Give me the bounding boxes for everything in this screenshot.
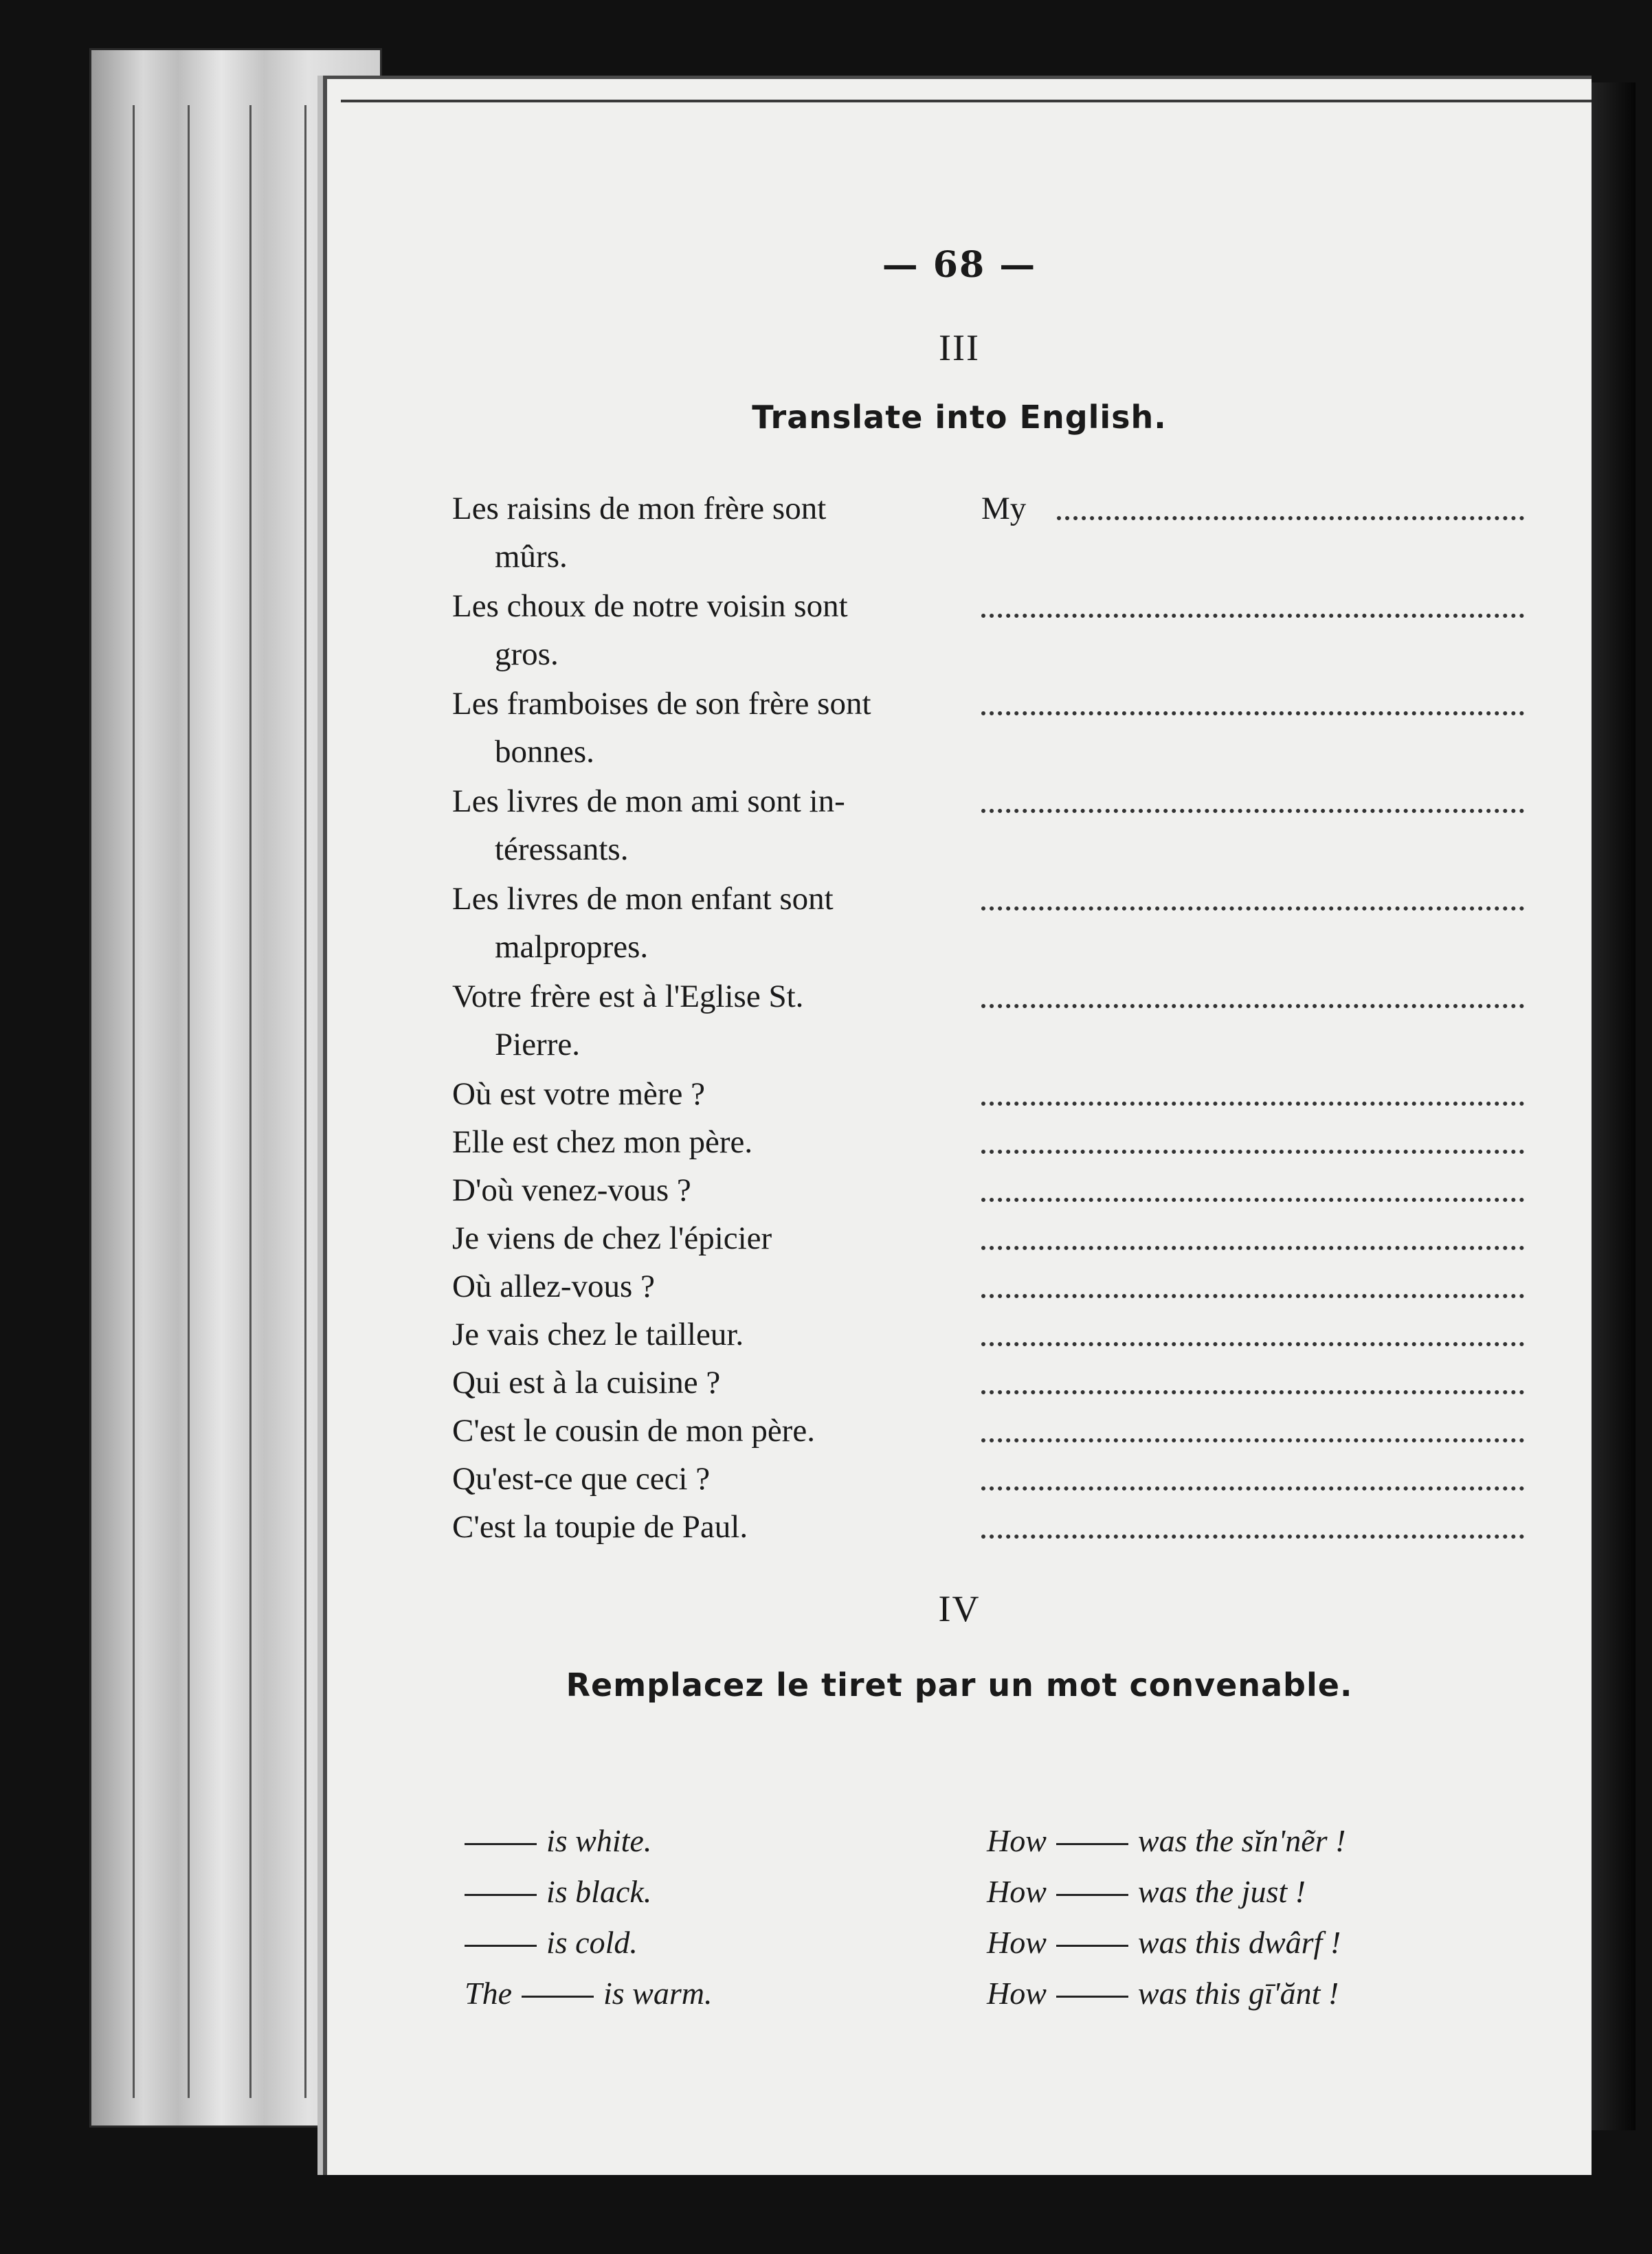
french-sentence-line: Je vais chez le tailleur. (452, 1317, 744, 1352)
exercise-row (452, 484, 1524, 581)
dash-blank (522, 1996, 594, 1998)
dotted-leader (981, 711, 1524, 715)
page-edge-line (249, 105, 252, 2098)
french-sentence-continuation: bonnes. (495, 734, 594, 770)
fill-in-sentence (987, 1818, 1495, 1864)
french-sentence-line: Qui est à la cuisine ? (452, 1365, 721, 1401)
sentence-prefix: How (987, 1823, 1047, 1858)
dash-blank (465, 1945, 537, 1947)
dotted-leader (981, 809, 1524, 813)
answer-blank (981, 1407, 1524, 1455)
answer-blank (981, 1118, 1524, 1166)
dotted-leader (981, 1535, 1524, 1539)
dash-blank (465, 1894, 537, 1896)
french-sentence-line: Les framboises de son frère sont (452, 686, 871, 722)
french-sentence (452, 1359, 981, 1407)
section-iv-instruction: Remplacez le tiret par un mot convenable. (566, 1666, 1353, 1704)
answer-blank (981, 1214, 1524, 1262)
dash-blank (1056, 1843, 1128, 1845)
answer-blank (981, 1310, 1524, 1359)
sentence-suffix: was the just ! (1137, 1874, 1306, 1909)
french-sentence (452, 1166, 981, 1214)
exercise-row (452, 582, 1524, 678)
section-iii-heading: III (939, 327, 980, 368)
french-sentence-line: Elle est chez mon père. (452, 1124, 753, 1160)
exercise-row (452, 1310, 1524, 1359)
sentence-prefix: How (987, 1976, 1047, 2011)
sentence-suffix: is cold. (546, 1925, 638, 1960)
french-sentence-line: D'où venez-vous ? (452, 1172, 691, 1208)
french-sentence-line: Les livres de mon enfant sont (452, 881, 834, 917)
dotted-leader (1057, 516, 1524, 520)
french-sentence (452, 972, 981, 1069)
dotted-leader (981, 1004, 1524, 1008)
french-sentence-line: Les choux de notre voisin sont (452, 588, 848, 624)
answer-blank (981, 1503, 1524, 1551)
translation-exercise-list (452, 484, 1524, 1551)
french-sentence-continuation: malpropres. (495, 929, 649, 965)
french-sentence-line: C'est la toupie de Paul. (452, 1509, 748, 1545)
french-sentence (452, 1118, 981, 1166)
exercise-row (452, 875, 1524, 971)
section-iii-instruction: Translate into English. (752, 399, 1167, 436)
french-sentence-continuation: mûrs. (495, 539, 568, 574)
fill-in-exercise (465, 1818, 1495, 2017)
sentence-prefix: How (987, 1925, 1047, 1960)
dotted-leader (981, 1294, 1524, 1298)
page-edge-line (133, 105, 135, 2098)
dotted-leader (981, 1438, 1524, 1442)
dash-blank (465, 1843, 537, 1845)
dotted-leader (981, 614, 1524, 618)
exercise-row (452, 1166, 1524, 1214)
french-sentence-line: Je viens de chez l'épicier (452, 1220, 772, 1256)
dash-blank (1056, 1996, 1128, 1998)
french-sentence (452, 1503, 981, 1551)
french-sentence (452, 1407, 981, 1455)
sentence-suffix: was this dwârf ! (1137, 1925, 1341, 1960)
exercise-row (452, 1214, 1524, 1262)
exercise-row (452, 680, 1524, 776)
dash-blank (1056, 1894, 1128, 1896)
answer-blank (981, 1262, 1524, 1310)
dotted-leader (981, 1246, 1524, 1250)
answer-blank (981, 1455, 1524, 1503)
page-edge-line (304, 105, 306, 2098)
french-sentence (452, 1070, 981, 1118)
answer-text: My (981, 491, 1027, 526)
french-sentence (452, 1214, 981, 1262)
fill-in-sentence (987, 1970, 1495, 2017)
french-sentence-line: Votre frère est à l'Eglise St. (452, 979, 804, 1014)
fill-in-sentence (987, 1868, 1495, 1915)
fill-in-sentence (987, 1919, 1495, 1966)
french-sentence-line: Les raisins de mon frère sont (452, 491, 827, 526)
answer-blank (981, 1070, 1524, 1118)
sentence-suffix: is black. (546, 1874, 652, 1909)
french-sentence (452, 875, 981, 971)
answer-blank (981, 484, 1524, 533)
page-number: — 68 — (882, 244, 1037, 286)
fill-in-sentence (465, 1818, 987, 1864)
exercise-row (452, 1359, 1524, 1407)
exercise-row (452, 1118, 1524, 1166)
page-top-rule (341, 100, 1592, 102)
french-sentence-line: C'est le cousin de mon père. (452, 1413, 815, 1449)
dotted-leader (981, 1150, 1524, 1154)
sentence-suffix: was the sĭn'nẽr ! (1137, 1823, 1346, 1858)
dotted-leader (981, 1342, 1524, 1346)
french-sentence (452, 777, 981, 873)
french-sentence (452, 680, 981, 776)
fill-in-sentence (465, 1919, 987, 1966)
exercise-row (452, 1503, 1524, 1551)
answer-blank (981, 680, 1524, 728)
french-sentence-line: Où allez-vous ? (452, 1269, 655, 1304)
french-sentence (452, 1310, 981, 1359)
dotted-leader (981, 1390, 1524, 1394)
french-sentence (452, 582, 981, 678)
sentence-suffix: was this gī'ănt ! (1137, 1976, 1339, 2011)
section-iv-heading: IV (938, 1588, 981, 1629)
dash-blank (1056, 1945, 1128, 1947)
exercise-row (452, 1455, 1524, 1503)
sentence-suffix: is warm. (603, 1976, 713, 2011)
sentence-prefix: How (987, 1874, 1047, 1909)
french-sentence (452, 1455, 981, 1503)
answer-blank (981, 1359, 1524, 1407)
dotted-leader (981, 1198, 1524, 1202)
answer-blank (981, 1166, 1524, 1214)
french-sentence-continuation: téressants. (495, 832, 629, 867)
fill-in-sentence (465, 1868, 987, 1915)
dotted-leader (981, 1102, 1524, 1106)
sentence-prefix: The (465, 1976, 512, 2011)
french-sentence-line: Où est votre mère ? (452, 1076, 706, 1112)
fill-in-sentence (465, 1970, 987, 2017)
answer-blank (981, 582, 1524, 630)
sentence-suffix: is white. (546, 1823, 652, 1858)
answer-blank (981, 875, 1524, 923)
exercise-row (452, 1262, 1524, 1310)
french-sentence-continuation: gros. (495, 636, 559, 672)
dotted-leader (981, 1486, 1524, 1491)
french-sentence-line: Les livres de mon ami sont in- (452, 783, 845, 819)
dotted-leader (981, 906, 1524, 911)
french-sentence-line: Qu'est-ce que ceci ? (452, 1461, 711, 1497)
answer-blank (981, 777, 1524, 825)
page-edge-line (188, 105, 190, 2098)
french-sentence-continuation: Pierre. (495, 1027, 580, 1062)
french-sentence (452, 1262, 981, 1310)
book-page (323, 76, 1592, 2175)
exercise-row (452, 1407, 1524, 1455)
french-sentence (452, 484, 981, 581)
exercise-row (452, 972, 1524, 1069)
answer-blank (981, 972, 1524, 1020)
exercise-row (452, 1070, 1524, 1118)
exercise-row (452, 777, 1524, 873)
